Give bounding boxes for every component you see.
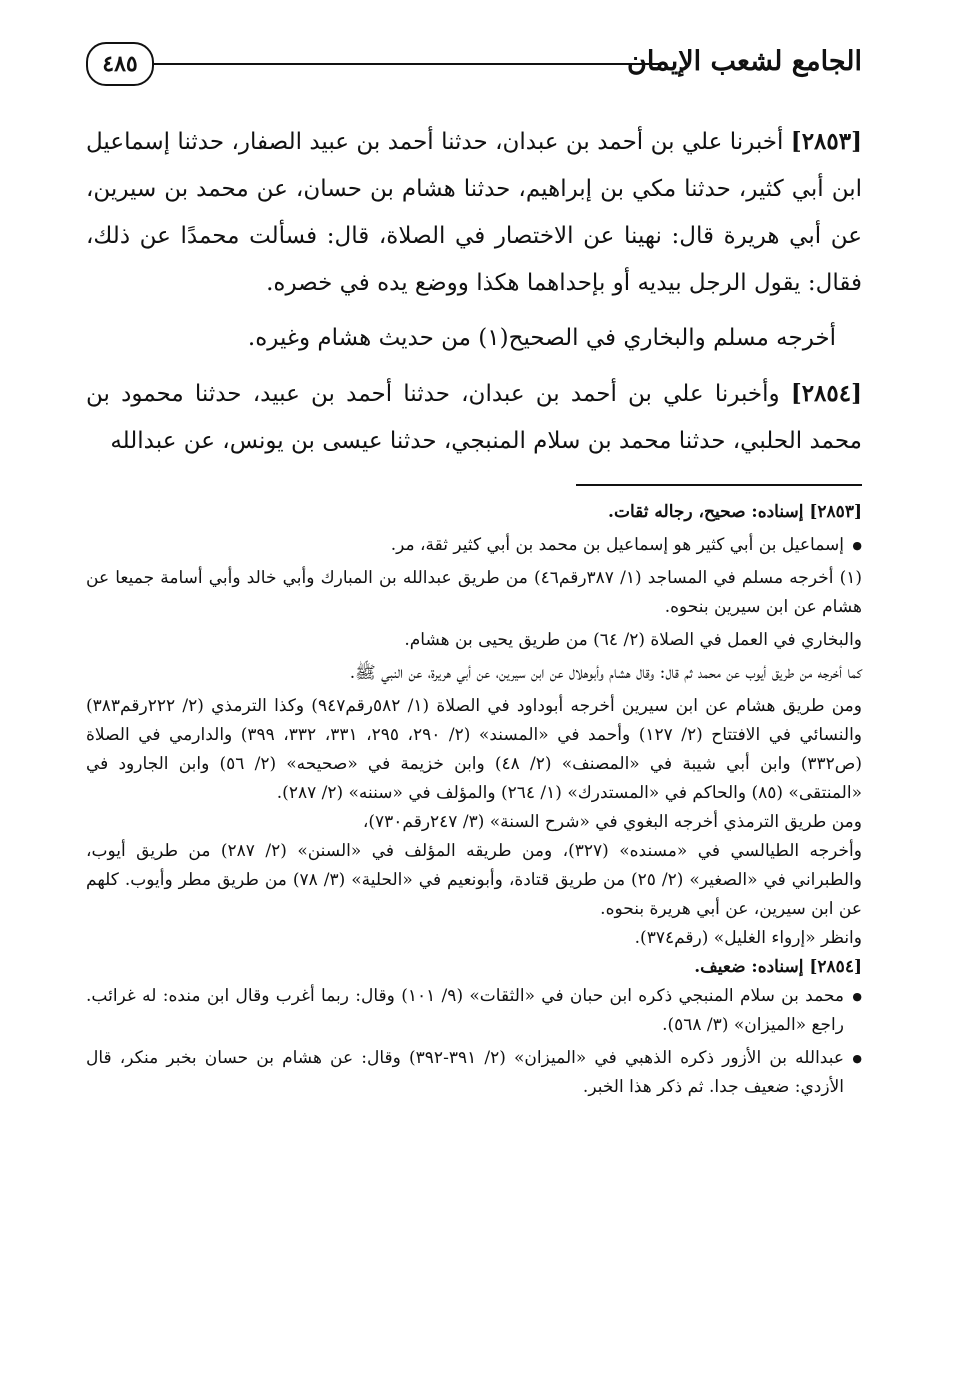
takhrij-line: أخرجه مسلم والبخاري في الصحيح(١) من حديث هشام وغيره. <box>247 325 836 351</box>
hadith-text: أخبرنا علي بن أحمد بن عبدان، حدثنا أحمد بن عبيد الصفار، حدثنا إسماعيل ابن أبي كثير، حدثنا مكي بن إبراهيم، حدثنا هشام بن حسان، عن محمد بن سيرين، عن أبي هريرة قال: نهينا عن الاختصار في الصلاة، قال: فسألت محمدًا عن ذلك، فقال: يقول الرجل بيديه أو بإحداهما هكذا ووضع يده في خصره. <box>86 129 862 296</box>
footnote-line: ومن طريق الترمذي أخرجه البغوي في «شرح السنة» (٣/ ٢٤٧رقم٧٣٠)، <box>362 812 862 832</box>
footnote-1: (١) أخرجه مسلم في المساجد (١/ ٣٨٧رقم٤٦) من طريق عبدالله بن المبارك وأبي خالد وأبي أسامة جميعا عن هشام عن ابن سيرين بنحوه. <box>86 568 862 617</box>
header-rule <box>152 63 662 65</box>
footnote-line: وأخرجه الطيالسي في «مسنده» (٣٢٧)، ومن طريقه المؤلف في «السنن» (٢/ ٢٨٧) من طريق أيوب، والطبراني في «الصغير» (٢/ ٢٥) من طريق قتادة، وأبونعيم في «الحلية» (٣/ ٧٨) من طريق مطر وأيوب. كلهم عن ابن سيرين، عن أبي هريرة بنحوه. <box>86 841 862 919</box>
footnote-line: ومن طريق هشام عن ابن سيرين أخرجه أبوداود في الصلاة (١/ ٥٨٢رقم٩٤٧) وكذا الترمذي (٢/ ٢٢٢رقم٣٨٣) والنسائي في الافتتاح (٢/ ١٢٧) وأحمد في «المسند» (٢/ ٢٩٠، ٢٩٥، ٣٣١، ٣٣٢، ٣٩٩) والدارمي في الصلاة (ص٣٣٢) وابن أبي شيبة في «المصنف» (٢/ ٤٨) وابن خزيمة في «صحيحه» (٢/ ٥٦) وابن الجارود في «المنتقى» (٨٥) والحاكم في «المستدرك» (١/ ٢٦٤) والمؤلف في «سننه» (٢/ ٢٨٧). <box>86 696 862 803</box>
hadith-2853 <box>86 118 862 307</box>
hadith-number: [٢٨٥٤] <box>790 380 863 407</box>
note-bullet: ● إسماعيل بن أبي كثير هو إسماعيل بن محمد بن أبي كثير ثقة، مر. <box>86 531 862 560</box>
running-title: الجامع لشعب الإيمان <box>627 46 862 77</box>
note-bullet: ● عبدالله بن الأزور ذكره الذهبي في «الميزان» (٢/ ٣٩١-٣٩٢) وقال: عن هشام بن حسان بخبر منكر، قال الأزدي: ضعيف جدا. ثم ذكر هذا الخبر. <box>86 1044 862 1102</box>
footnote-line: كما أخرجه من طريق أيوب عن محمد ثم قال: وقال هشام وأبوهلال عن ابن سيرين، عن أبي هريرة، عن النبي ﷺ. <box>349 663 862 683</box>
footnote-line: والبخاري في العمل في الصلاة (٢/ ٦٤) من طريق يحيى بن هشام. <box>404 630 862 650</box>
page-number: ٤٨٥ <box>86 42 154 86</box>
hadith-2854 <box>86 370 862 465</box>
footnote-separator <box>576 484 862 486</box>
page-header <box>86 40 862 92</box>
note-heading-2853: [٢٨٥٣] إسناده: صحيح، رجاله ثقات. <box>608 502 862 522</box>
note-bullet: ● محمد بن سلام المنبجي ذكره ابن حبان في «الثقات» (٩/ ١٠١) وقال: ربما أغرب وقال ابن منده: له غرائب. راجع «الميزان» (٣/ ٥٦٨). <box>86 982 862 1040</box>
hadith-number: [٢٨٥٣] <box>790 128 862 155</box>
main-text <box>86 118 862 473</box>
footnotes <box>86 498 862 1102</box>
footnote-line: وانظر «إرواء الغليل» (رقم٣٧٤). <box>634 928 862 948</box>
hadith-text: وأخبرنا علي بن أحمد بن عبدان، حدثنا أحمد بن عبيد، حدثنا محمود بن محمد الحلبي، حدثنا محمد بن سلام المنبجي، حدثنا عيسى بن يونس، عن عبدالله <box>86 381 862 454</box>
note-heading-2854: [٢٨٥٤] إسناده: ضعيف. <box>694 957 862 977</box>
